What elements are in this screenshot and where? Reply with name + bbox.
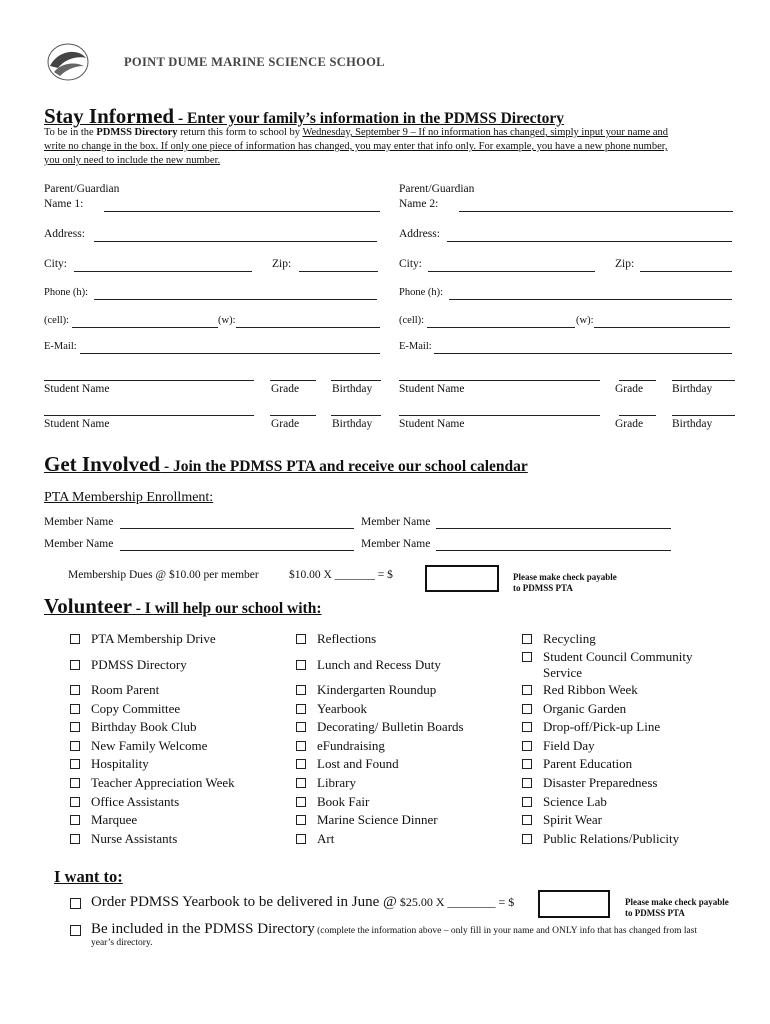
address1-field[interactable]	[94, 241, 377, 242]
volunteer-checkbox[interactable]	[70, 759, 80, 769]
volunteer-title-rest: - I will help our school with:	[131, 600, 322, 617]
directory-checkbox[interactable]	[70, 925, 81, 936]
address2-field[interactable]	[447, 241, 732, 242]
phone1-label: Phone (h):	[44, 287, 89, 298]
student2-name-field[interactable]	[399, 380, 600, 381]
name1-field[interactable]	[104, 211, 380, 212]
city1-field[interactable]	[74, 271, 252, 272]
yearbook-row	[91, 893, 514, 911]
intro-mid: return this form to school by	[177, 127, 303, 138]
name2-field[interactable]	[459, 211, 733, 212]
volunteer-option: eFundraising	[317, 738, 385, 753]
volunteer-checkbox[interactable]	[522, 834, 532, 844]
dues-total-box[interactable]	[425, 565, 499, 592]
volunteer-title-big: Volunteer	[44, 594, 132, 618]
volunteer-checkbox[interactable]	[522, 652, 532, 662]
intro-line-1	[44, 127, 668, 138]
volunteer-option: Kindergarten Roundup	[317, 682, 437, 697]
birthday-label: Birthday	[672, 383, 713, 395]
volunteer-option: Parent Education	[543, 756, 633, 771]
stay-informed-title-big: Stay Informed	[44, 104, 175, 128]
volunteer-checkbox[interactable]	[522, 722, 532, 732]
email1-field[interactable]	[80, 353, 380, 354]
volunteer-option: Science Lab	[543, 794, 607, 809]
volunteer-checkbox[interactable]	[296, 685, 306, 695]
student4-grade-field[interactable]	[619, 415, 656, 416]
intro-bold: PDMSS Directory	[96, 127, 178, 138]
volunteer-option: New Family Welcome	[91, 738, 208, 753]
student1-name-field[interactable]	[44, 380, 254, 381]
volunteer-option: Art	[317, 831, 335, 846]
directory-row	[91, 920, 697, 938]
email1-label: E-Mail:	[44, 341, 77, 352]
volunteer-option: Book Fair	[317, 794, 370, 809]
grade-label: Grade	[615, 418, 644, 430]
volunteer-checkbox[interactable]	[296, 634, 306, 644]
grade-label: Grade	[615, 383, 644, 395]
volunteer-option: Student Council Community	[543, 649, 693, 664]
volunteer-option: Marine Science Dinner	[317, 812, 438, 827]
volunteer-option: Organic Garden	[543, 701, 627, 716]
volunteer-checkbox[interactable]	[522, 704, 532, 714]
payable-note-1: Please make check payable	[513, 572, 617, 582]
intro-prefix: To be in the	[44, 127, 97, 138]
work2-field[interactable]	[594, 327, 730, 328]
volunteer-option: Hospitality	[91, 756, 149, 771]
volunteer-option: Birthday Book Club	[91, 719, 197, 734]
volunteer-option: Marquee	[91, 812, 138, 827]
volunteer-checkbox[interactable]	[522, 759, 532, 769]
cell1-field[interactable]	[72, 327, 218, 328]
directory-note: (complete the information above – only fill in your name and ONLY info that has changed from last	[314, 926, 698, 936]
get-involved-title	[44, 452, 528, 477]
volunteer-checkbox[interactable]	[70, 778, 80, 788]
school-name: POINT DUME MARINE SCIENCE SCHOOL	[124, 55, 385, 69]
name1-label: Name 1:	[44, 198, 84, 210]
pta-enrollment-label: PTA Membership Enrollment:	[44, 490, 214, 505]
phone1-field[interactable]	[94, 299, 377, 300]
i-want-title: I want to:	[54, 867, 123, 886]
student-label: Student Name	[44, 418, 110, 430]
volunteer-title	[44, 594, 322, 619]
student4-name-field[interactable]	[399, 415, 600, 416]
zip2-label: Zip:	[615, 258, 635, 270]
school-logo	[40, 36, 96, 88]
member-name-label: Member Name	[361, 538, 431, 550]
volunteer-checkbox[interactable]	[70, 704, 80, 714]
volunteer-option: Spirit Wear	[543, 812, 603, 827]
membership-dues-calc: $10.00 X _______ = $	[289, 569, 393, 581]
yearbook-payable-note-1: Please make check payable	[625, 897, 729, 907]
guardian-label-2: Parent/Guardian	[399, 183, 475, 195]
volunteer-checkbox[interactable]	[70, 815, 80, 825]
student-label: Student Name	[399, 418, 465, 430]
volunteer-option: Decorating/ Bulletin Boards	[317, 719, 464, 734]
cell2-label: (cell):	[399, 315, 425, 326]
city2-field[interactable]	[428, 271, 595, 272]
birthday-label: Birthday	[332, 383, 373, 395]
intro-line-3: you only need to include the new number.	[44, 155, 221, 166]
directory-label: Be included in the PDMSS Directory	[91, 921, 315, 937]
student3-grade-field[interactable]	[270, 415, 316, 416]
yearbook-calc: $25.00 X ________ = $	[396, 895, 515, 909]
volunteer-checkbox[interactable]	[296, 778, 306, 788]
cell1-label: (cell):	[44, 315, 70, 326]
volunteer-checkbox[interactable]	[522, 685, 532, 695]
volunteer-checkbox[interactable]	[70, 797, 80, 807]
get-involved-title-big: Get Involved	[44, 452, 161, 476]
volunteer-option: Copy Committee	[91, 701, 181, 716]
volunteer-checkbox[interactable]	[296, 797, 306, 807]
volunteer-option: Lunch and Recess Duty	[317, 657, 441, 672]
payable-note-2: to PDMSS PTA	[513, 583, 573, 593]
work2-label: (w):	[576, 315, 594, 326]
volunteer-checkbox[interactable]	[70, 685, 80, 695]
member-name-label: Member Name	[44, 538, 114, 550]
student-label: Student Name	[399, 383, 465, 395]
volunteer-option: Nurse Assistants	[91, 831, 178, 846]
email2-label: E-Mail:	[399, 341, 432, 352]
grade-label: Grade	[271, 418, 300, 430]
student3-name-field[interactable]	[44, 415, 254, 416]
email2-field[interactable]	[434, 353, 732, 354]
volunteer-option: Teacher Appreciation Week	[91, 775, 235, 790]
volunteer-checkbox[interactable]	[522, 778, 532, 788]
student2-grade-field[interactable]	[619, 380, 656, 381]
volunteer-option: PDMSS Directory	[91, 657, 187, 672]
intro-deadline: Wednesday, September 9 – If no information has changed, simply input your name and	[302, 127, 669, 138]
volunteer-checkbox[interactable]	[70, 741, 80, 751]
volunteer-checkbox[interactable]	[70, 722, 80, 732]
intro-line-2: write no change in the box. If only one piece of information has changed, you may enter that info only. For example, you have a new phone number,	[44, 141, 668, 152]
volunteer-checkbox[interactable]	[296, 660, 306, 670]
zip2-field[interactable]	[640, 271, 732, 272]
dolphin-logo-icon	[40, 36, 96, 88]
volunteer-checkbox[interactable]	[296, 704, 306, 714]
stay-informed-title	[44, 104, 564, 129]
zip1-field[interactable]	[299, 271, 378, 272]
volunteer-checkbox[interactable]	[296, 722, 306, 732]
guardian-label-1: Parent/Guardian	[44, 183, 120, 195]
volunteer-checkbox[interactable]	[296, 759, 306, 769]
student-label: Student Name	[44, 383, 110, 395]
member-name-label: Member Name	[361, 516, 431, 528]
student4-birthday-field[interactable]	[672, 415, 735, 416]
membership-dues-label: Membership Dues @ $10.00 per member	[68, 569, 259, 581]
volunteer-option: Office Assistants	[91, 794, 180, 809]
yearbook-payable-note-2: to PDMSS PTA	[625, 908, 685, 918]
volunteer-checkbox[interactable]	[522, 741, 532, 751]
volunteer-option: Field Day	[543, 738, 595, 753]
member-name-label: Member Name	[44, 516, 114, 528]
volunteer-option: PTA Membership Drive	[91, 631, 216, 646]
birthday-label: Birthday	[672, 418, 713, 430]
phone2-label: Phone (h):	[399, 287, 444, 298]
volunteer-checkbox[interactable]	[522, 797, 532, 807]
directory-note-continued: year’s directory.	[91, 938, 153, 948]
volunteer-option: Red Ribbon Week	[543, 682, 638, 697]
yearbook-label: Order PDMSS Yearbook to be delivered in June @	[91, 894, 397, 910]
volunteer-option: Disaster Preparedness	[543, 775, 658, 790]
work1-field[interactable]	[236, 327, 380, 328]
volunteer-checkbox[interactable]	[522, 634, 532, 644]
student3-birthday-field[interactable]	[331, 415, 381, 416]
volunteer-option: Room Parent	[91, 682, 160, 697]
member-name-field-2[interactable]	[436, 528, 671, 529]
address1-label: Address:	[44, 228, 85, 240]
volunteer-checkbox[interactable]	[296, 741, 306, 751]
zip1-label: Zip:	[272, 258, 292, 270]
name2-label: Name 2:	[399, 198, 439, 210]
birthday-label: Birthday	[332, 418, 373, 430]
volunteer-option: Drop-off/Pick-up Line	[543, 719, 661, 734]
work1-label: (w):	[218, 315, 236, 326]
city1-label: City:	[44, 258, 68, 270]
member-name-field-3[interactable]	[120, 550, 354, 551]
phone2-field[interactable]	[449, 299, 732, 300]
grade-label: Grade	[271, 383, 300, 395]
volunteer-option: Reflections	[317, 631, 377, 646]
stay-informed-title-rest: - Enter your family’s information in the PDMSS Directory	[174, 110, 564, 127]
cell2-field[interactable]	[427, 327, 575, 328]
volunteer-checkbox[interactable]	[522, 815, 532, 825]
volunteer-checkbox[interactable]	[70, 660, 80, 670]
member-name-field-1[interactable]	[120, 528, 354, 529]
city2-label: City:	[399, 258, 423, 270]
address2-label: Address:	[399, 228, 440, 240]
volunteer-checkbox[interactable]	[70, 634, 80, 644]
yearbook-total-box[interactable]	[538, 890, 610, 918]
volunteer-option: Yearbook	[317, 701, 367, 716]
volunteer-option: Public Relations/Publicity	[543, 831, 680, 846]
volunteer-checkbox[interactable]	[296, 834, 306, 844]
volunteer-option-continued: Service	[543, 665, 582, 680]
volunteer-checkbox[interactable]	[296, 815, 306, 825]
volunteer-option: Library	[317, 775, 356, 790]
volunteer-option: Lost and Found	[317, 756, 399, 771]
student2-birthday-field[interactable]	[672, 380, 735, 381]
get-involved-title-rest: - Join the PDMSS PTA and receive our school calendar	[160, 458, 528, 475]
student1-grade-field[interactable]	[270, 380, 316, 381]
student1-birthday-field[interactable]	[331, 380, 381, 381]
volunteer-option: Recycling	[543, 631, 596, 646]
yearbook-checkbox[interactable]	[70, 898, 81, 909]
member-name-field-4[interactable]	[436, 550, 671, 551]
volunteer-checkbox[interactable]	[70, 834, 80, 844]
